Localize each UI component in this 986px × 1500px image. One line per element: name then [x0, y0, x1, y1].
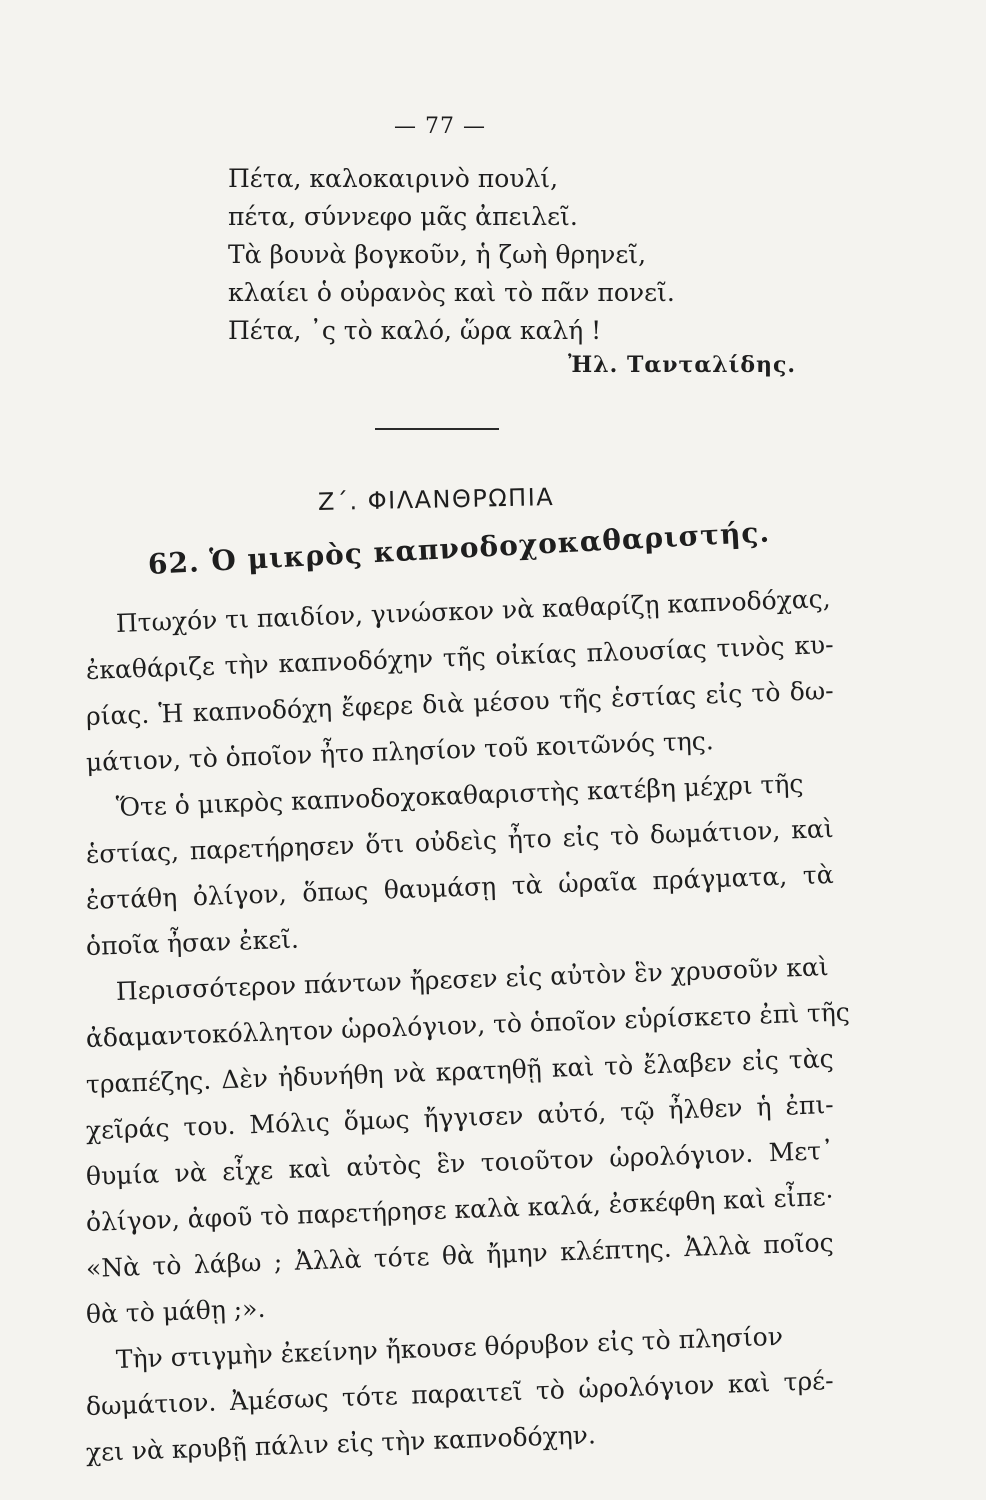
- poem-line: Πέτα, ᾽ς τὸ καλό, ὥρα καλή !: [228, 316, 602, 345]
- body-line: μάτιον, τὸ ὁποῖον ἦτο πλησίον τοῦ κοιτῶνός της.: [85, 726, 715, 777]
- poem-author: Ἠλ. Τανταλίδης.: [568, 352, 797, 378]
- body-line: «Νὰ τὸ λάβω ; Ἀλλὰ τότε θὰ ἤμην κλέπτης. Ἀλλὰ ποῖος: [85, 1227, 835, 1283]
- body-line: Τὴν στιγμὴν ἐκείνην ἤκουσε θόρυβον εἰς τὸ πλησίον: [115, 1321, 784, 1374]
- body-line: τραπέζης. Δὲν ἠδυνήθη νὰ κρατηθῇ καὶ τὸ ἔλαβεν εἰς τὰς: [85, 1043, 835, 1099]
- body-line: ὁποῖα ἦσαν ἐκεῖ.: [85, 924, 300, 961]
- poem: [228, 160, 828, 350]
- poem-line: κλαίει ὁ οὐρανὸς καὶ τὸ πᾶν πονεῖ.: [228, 278, 675, 307]
- body-line: θὰ τὸ μάθῃ ;».: [85, 1293, 266, 1329]
- body-line: ἑστίας, παρετήρησεν ὅτι οὐδεὶς ἦτο εἰς τὸ δωμάτιον, καὶ: [85, 813, 835, 869]
- body-line: χεῖράς του. Μόλις ὅμως ἤγγισεν αὐτό, τῷ ἦλθεν ἡ ἐπι-: [85, 1089, 835, 1145]
- section-heading: Ζ΄. ΦΙΛΑΝΘΡΩΠΙΑ: [317, 483, 555, 516]
- story-title-text: Ὁ μικρὸς καπνοδοχοκαθαριστής.: [208, 515, 771, 578]
- body-line: ἐστάθη ὀλίγον, ὅπως θαυμάσῃ τὰ ὡραῖα πράγματα, τὰ: [85, 859, 835, 915]
- body-line: θυμία νὰ εἶχε καὶ αὐτὸς ἓν τοιοῦτον ὡρολόγιον. Μετ᾽: [85, 1135, 835, 1191]
- body-line: ὀλίγον, ἀφοῦ τὸ παρετήρησε καλὰ καλά, ἐσκέφθη καὶ εἶπε·: [85, 1181, 835, 1237]
- body-line: ρίας. Ἡ καπνοδόχη ἔφερε διὰ μέσου τῆς ἑστίας εἰς τὸ δω-: [85, 675, 835, 731]
- body-line: Ὅτε ὁ μικρὸς καπνοδοχοκαθαριστὴς κατέβη μέχρι τῆς: [115, 768, 804, 822]
- poem-line: Τὰ βουνὰ βογκοῦν, ἡ ζωὴ θρηνεῖ,: [228, 240, 647, 269]
- poem-line: Πέτα, καλοκαιρινὸ πουλί,: [228, 164, 559, 193]
- body-line: χει νὰ κρυβῇ πάλιν εἰς τὴν καπνοδόχην.: [85, 1420, 597, 1467]
- body-line: δωμάτιον. Ἀμέσως τότε παραιτεῖ τὸ ὡρολόγιον καὶ τρέ-: [85, 1365, 835, 1421]
- body-line: ἀδαμαντοκόλλητον ὡρολόγιον, τὸ ὁποῖον εὑρίσκετο ἐπὶ τῆς: [85, 997, 851, 1053]
- body-line: Περισσότερον πάντων ἤρεσεν εἰς αὐτὸν ἓν χρυσοῦν καὶ: [115, 952, 829, 1006]
- body-line: ἐκαθάριζε τὴν καπνοδόχην τῆς οἰκίας πλουσίας τινὸς κυ-: [85, 629, 835, 685]
- story-title: [147, 515, 771, 581]
- section-divider: [375, 428, 499, 430]
- body-line: Πτωχόν τι παιδίον, γινώσκον νὰ καθαρίζῃ καπνοδόχας,: [115, 584, 832, 638]
- story-body: [85, 584, 851, 1476]
- story-number: 62.: [147, 545, 201, 581]
- page-number: — 77 —: [394, 114, 486, 139]
- poem-line: πέτα, σύννεφο μᾶς ἀπειλεῖ.: [228, 202, 578, 231]
